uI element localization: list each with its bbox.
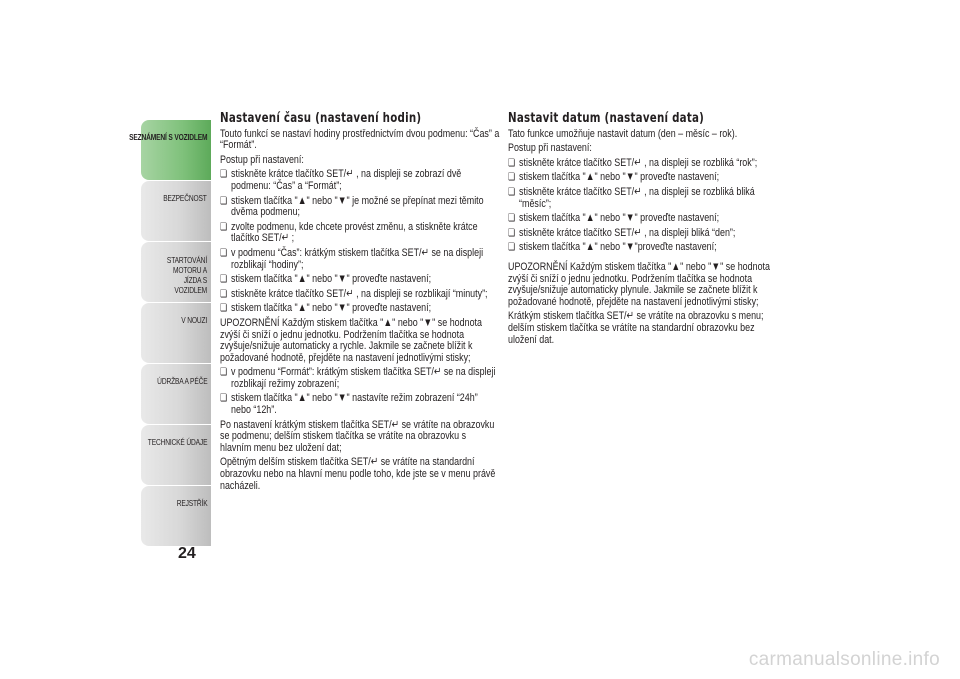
list-item: [220, 393, 500, 416]
list-item-text: stiskněte krátce tlačítko SET/↵ , na displeji se zobrazí dvě podmenu: “Čas” a “Formát”;: [231, 168, 462, 192]
list-item: [220, 303, 500, 315]
list-item: [220, 169, 500, 192]
tab-starting-driving[interactable]: [141, 242, 211, 302]
tab-maintenance[interactable]: [141, 364, 211, 424]
list-item-text: stiskněte krátce tlačítko SET/↵ , na displeji se rozbliká “rok”;: [519, 156, 758, 169]
tab-label: SEZNÁMENÍ S VOZIDLEM: [128, 132, 207, 142]
checkbox-bullet-icon: ❏: [508, 186, 516, 198]
list-item: [220, 289, 500, 301]
checkbox-bullet-icon: ❏: [220, 247, 228, 259]
checkbox-bullet-icon: ❏: [220, 221, 228, 233]
list-item-text: stiskem tlačítka "▲" nebo "▼" proveďte nastavení;: [519, 212, 720, 225]
list-item-text: stiskněte krátce tlačítko SET/↵ , na displeji bliká “den”;: [519, 226, 736, 239]
tab-technical-data[interactable]: [141, 425, 211, 485]
checkbox-bullet-icon: ❏: [508, 242, 516, 254]
chapter-sidebar: [128, 120, 211, 547]
list-item-text: stiskněte krátce tlačítko SET/↵ , na displeji se rozblikají “minuty”;: [231, 287, 488, 300]
return-text-2: Opětným delším stiskem tlačítka SET/↵ se vrátíte na standardní obrazovku nebo na hlavní menu podle toho, kde jste se v menu právě nacházeli.: [220, 456, 496, 492]
list-item: [220, 196, 500, 219]
list-item-text: zvolte podmenu, kde chcete provést změnu, a stiskněte krátce tlačítko SET/↵ ;: [231, 220, 478, 245]
checkbox-bullet-icon: ❏: [220, 169, 228, 181]
list-item: [220, 248, 500, 271]
intro-text: Touto funkcí se nastaví hodiny prostřednictvím dvou podmenu: “Čas” a “Formát”.: [220, 127, 500, 152]
checkbox-bullet-icon: ❏: [220, 195, 228, 207]
list-item-text: v podmenu “Formát”: krátkým stiskem tlačítka SET/↵ se na displeji rozblikají režimy zobrazení;: [231, 366, 496, 390]
checkbox-bullet-icon: ❏: [220, 367, 228, 379]
tab-emergency[interactable]: [141, 303, 211, 363]
list-item-text: stiskem tlačítka "▲" nebo "▼" proveďte nastavení;: [231, 273, 432, 286]
checkbox-bullet-icon: ❏: [508, 172, 516, 184]
list-item-text: stiskem tlačítka "▲" nebo "▼" nastavíte režim zobrazení “24h” nebo “12h”.: [231, 392, 478, 417]
list-item-text: stiskem tlačítka "▲" nebo "▼" proveďte nastavení;: [519, 171, 720, 184]
tab-label: BEZPEČNOST: [163, 193, 207, 203]
list-item: [508, 213, 778, 225]
watermark: carmanualsonline.info: [748, 649, 940, 670]
checkbox-bullet-icon: ❏: [220, 274, 228, 286]
note-text: UPOZORNĚNÍ Každým stiskem tlačítka "▲" nebo "▼" se hodnota zvýší či sníží o jednu jednotku. Podržením tlačítka se hodnota zvyšuje/snižuje automaticky plynule. Jakmile se začnete blížit k požadované hodnotě, přejděte na nastavení jednotlivými stisky;: [508, 260, 770, 308]
right-column: [508, 113, 778, 349]
list-item: [508, 187, 778, 210]
tab-getting-to-know[interactable]: [128, 120, 211, 180]
tab-label: V NOUZI: [181, 315, 207, 325]
return-text: Po nastavení krátkým stiskem tlačítka SET/↵ se vrátíte na obrazovku se podmenu; delším stiskem tlačítka se vrátíte na obrazovku s hlavním menu bez uložení dat;: [220, 418, 495, 454]
checkbox-bullet-icon: ❏: [508, 157, 516, 169]
list-item: [220, 367, 500, 390]
procedure-label: Postup při nastavení:: [220, 153, 304, 166]
list-item-text: stiskněte krátce tlačítko SET/↵ , na displeji se rozbliká bliká “měsíc”;: [519, 185, 755, 210]
left-column: [220, 113, 500, 495]
note-text: UPOZORNĚNÍ Každým stiskem tlačítka "▲" nebo "▼" se hodnota zvýší či sníží o jednu jednotku. Podržením tlačítka se hodnota zvyšuje/snižuje automaticky a rychle. Jakmile se začnete blížit k požadované hodnotě, přejděte na nastavení jednotlivými stisky;: [220, 316, 482, 364]
list-item: [220, 222, 500, 245]
tab-label: STARTOVÁNÍ MOTORU A JÍZDA S VOZIDLEM: [166, 255, 207, 295]
list-item: [508, 158, 778, 170]
tab-label: ÚDRŽBA A PÉČE: [156, 376, 207, 386]
list-item-text: v podmenu “Čas”: krátkým stiskem tlačítka SET/↵ se na displeji rozblikají “hodiny”;: [231, 246, 484, 271]
section-title-time: Nastavení času (nastavení hodin): [220, 111, 422, 126]
list-item-text: stiskem tlačítka "▲" nebo "▼"proveďte nastavení;: [519, 241, 717, 254]
page-number: 24: [178, 545, 196, 562]
list-item: [508, 172, 778, 184]
tab-safety[interactable]: [141, 181, 211, 241]
list-item-text: stiskem tlačítka "▲" nebo "▼" je možné se přepínat mezi těmito dvěma podmenu;: [231, 194, 484, 219]
checkbox-bullet-icon: ❏: [508, 227, 516, 239]
list-item: [220, 274, 500, 286]
intro-text: Tato funkce umožňuje nastavit datum (den – měsíc – rok).: [508, 127, 738, 140]
tab-index[interactable]: [141, 486, 211, 546]
tab-label: REJSTŘÍK: [176, 498, 207, 508]
procedure-label: Postup při nastavení:: [508, 142, 592, 155]
section-title-date: Nastavit datum (nastavení data): [508, 111, 705, 126]
list-item-text: stiskem tlačítka "▲" nebo "▼" proveďte nastavení;: [231, 302, 432, 315]
list-item: [508, 242, 778, 254]
checkbox-bullet-icon: ❏: [220, 303, 228, 315]
checkbox-bullet-icon: ❏: [220, 393, 228, 405]
list-item: [508, 228, 778, 240]
tab-label: TECHNICKÉ ÚDAJE: [147, 437, 207, 447]
checkbox-bullet-icon: ❏: [508, 213, 516, 225]
return-text: Krátkým stiskem tlačítka SET/↵ se vrátíte na obrazovku s menu; delším stiskem tlačítka se vrátíte na standardní obrazovku bez uložení dat.: [508, 310, 764, 346]
checkbox-bullet-icon: ❏: [220, 288, 228, 300]
